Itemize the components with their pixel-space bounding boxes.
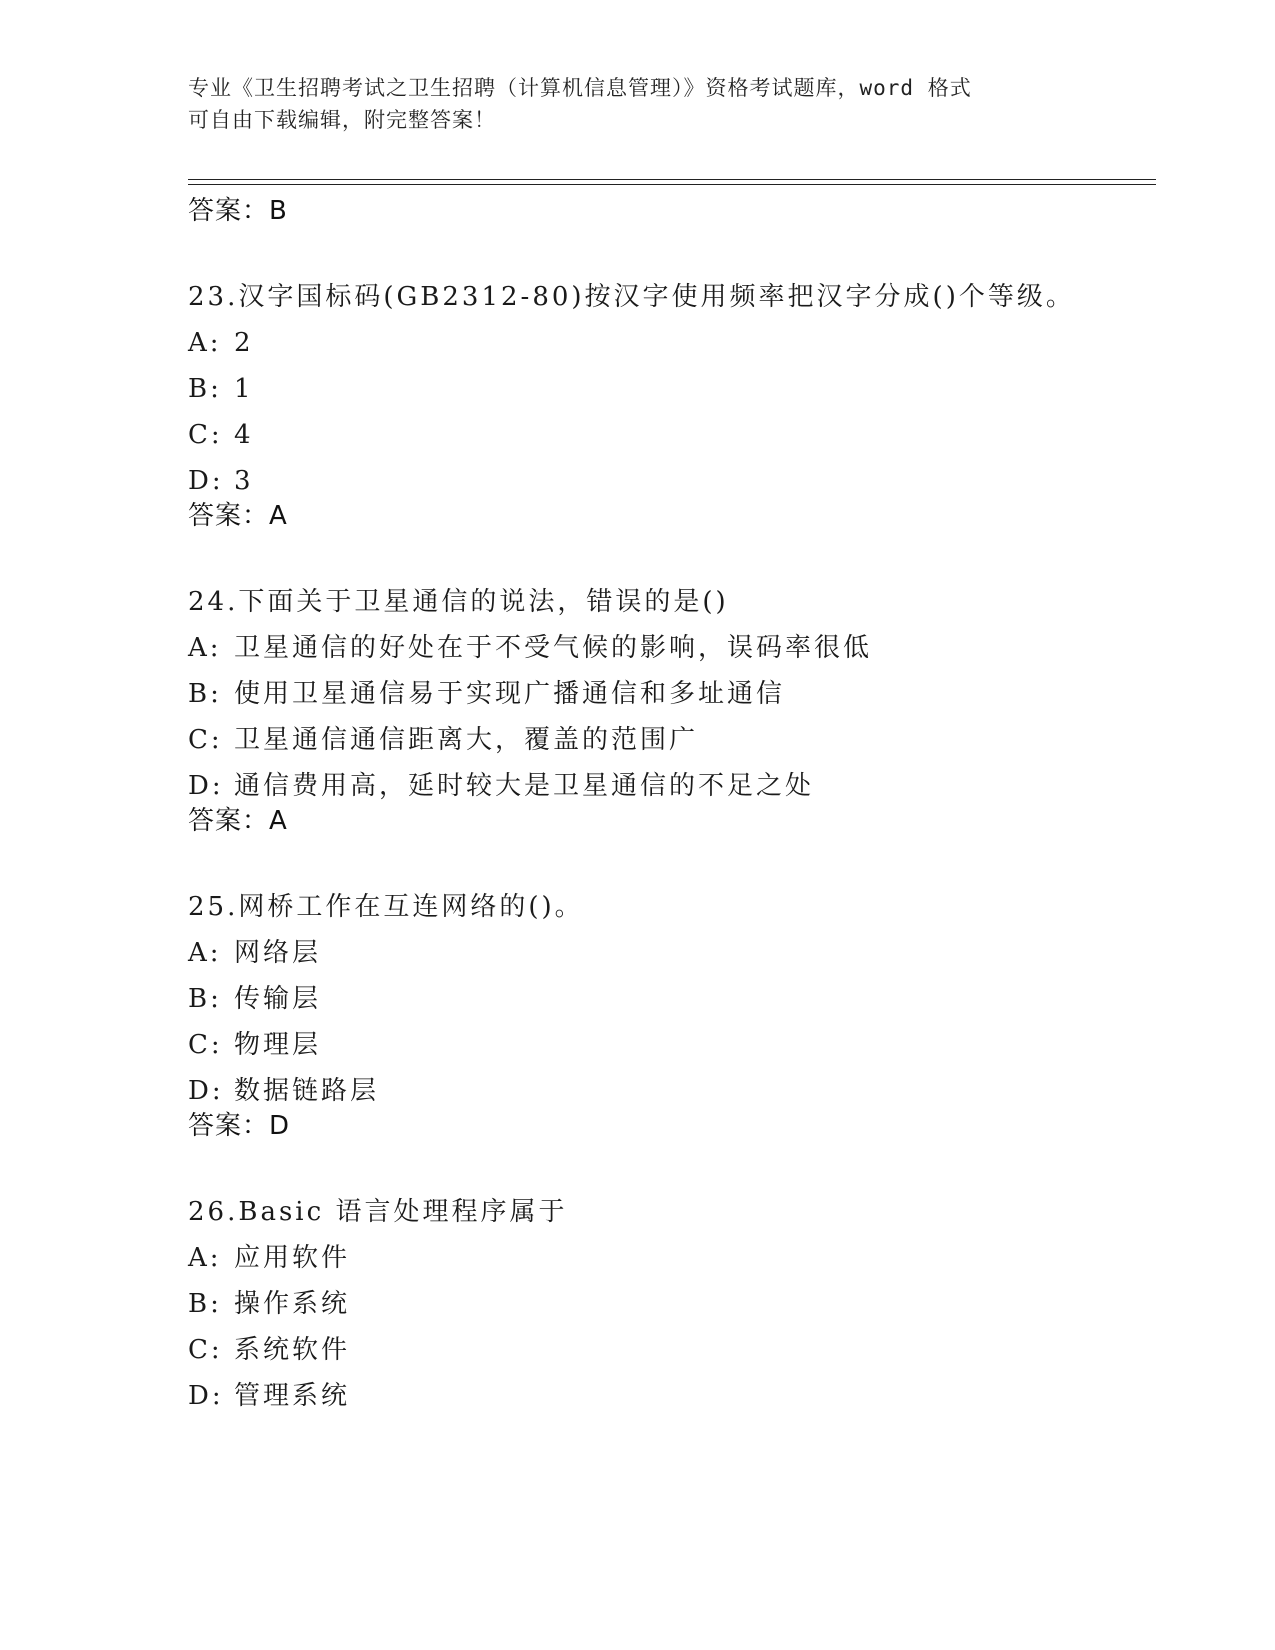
option-text: 卫星通信的好处在于不受气候的影响，误码率很低 bbox=[234, 633, 873, 663]
header-divider-bottom bbox=[188, 184, 1156, 185]
option-letter: A: bbox=[188, 633, 222, 663]
option-b bbox=[188, 366, 1148, 412]
option-a bbox=[188, 1235, 1148, 1281]
option-text: 4 bbox=[234, 420, 254, 450]
option-text: 网络层 bbox=[234, 938, 322, 968]
option-text: 系统软件 bbox=[234, 1335, 351, 1365]
option-a bbox=[188, 625, 1148, 671]
option-d bbox=[188, 1373, 1148, 1419]
option-letter: B: bbox=[188, 1289, 222, 1319]
option-text: 物理层 bbox=[234, 1030, 322, 1060]
question-stem: 26.Basic 语言处理程序属于 bbox=[188, 1197, 568, 1227]
option-text: 使用卫星通信易于实现广播通信和多址通信 bbox=[234, 679, 786, 709]
option-letter: A: bbox=[188, 1243, 222, 1273]
option-letter: A: bbox=[188, 938, 222, 968]
option-letter: C: bbox=[188, 1030, 223, 1060]
option-letter: C: bbox=[188, 420, 223, 450]
question-stem: 25.网桥工作在互连网络的()。 bbox=[188, 892, 584, 922]
question-stem: 24.下面关于卫星通信的说法，错误的是() bbox=[188, 587, 729, 617]
header-line-2: 可自由下载编辑，附完整答案！ bbox=[188, 108, 496, 132]
option-b bbox=[188, 671, 1148, 717]
option-letter: D: bbox=[188, 466, 224, 496]
document-header bbox=[188, 72, 1068, 136]
option-text: 3 bbox=[234, 466, 254, 496]
option-d bbox=[188, 1068, 1148, 1114]
previous-answer: 答案：B bbox=[188, 196, 288, 226]
answer-24: 答案：A bbox=[188, 806, 288, 836]
option-b bbox=[188, 976, 1148, 1022]
header-line-1: 专业《卫生招聘考试之卫生招聘（计算机信息管理）》资格考试题库，word 格式 bbox=[188, 76, 972, 100]
option-text: 传输层 bbox=[234, 984, 322, 1014]
option-letter: C: bbox=[188, 725, 223, 755]
question-24 bbox=[188, 579, 1148, 809]
option-d bbox=[188, 763, 1148, 809]
question-stem: 23.汉字国标码(GB2312-80)按汉字使用频率把汉字分成()个等级。 bbox=[188, 282, 1075, 312]
option-text: 管理系统 bbox=[234, 1381, 351, 1411]
option-d bbox=[188, 458, 1148, 504]
option-text: 1 bbox=[234, 374, 254, 404]
option-letter: D: bbox=[188, 771, 224, 801]
option-text: 操作系统 bbox=[234, 1289, 351, 1319]
option-letter: C: bbox=[188, 1335, 223, 1365]
option-b bbox=[188, 1281, 1148, 1327]
option-a bbox=[188, 930, 1148, 976]
option-c bbox=[188, 717, 1148, 763]
option-text: 卫星通信通信距离大，覆盖的范围广 bbox=[234, 725, 699, 755]
option-letter: A: bbox=[188, 328, 222, 358]
question-25 bbox=[188, 884, 1148, 1114]
option-c bbox=[188, 1327, 1148, 1373]
option-text: 通信费用高，延时较大是卫星通信的不足之处 bbox=[234, 771, 815, 801]
option-text: 数据链路层 bbox=[234, 1076, 380, 1106]
answer-23: 答案：A bbox=[188, 501, 288, 531]
question-26 bbox=[188, 1189, 1148, 1419]
answer-25: 答案：D bbox=[188, 1111, 291, 1141]
option-text: 2 bbox=[234, 328, 254, 358]
option-c bbox=[188, 412, 1148, 458]
option-c bbox=[188, 1022, 1148, 1068]
option-text: 应用软件 bbox=[234, 1243, 351, 1273]
option-letter: D: bbox=[188, 1076, 224, 1106]
option-letter: D: bbox=[188, 1381, 224, 1411]
option-letter: B: bbox=[188, 984, 222, 1014]
option-a bbox=[188, 320, 1148, 366]
option-letter: B: bbox=[188, 374, 222, 404]
question-23 bbox=[188, 274, 1148, 504]
option-letter: B: bbox=[188, 679, 222, 709]
header-divider-top bbox=[188, 179, 1156, 180]
